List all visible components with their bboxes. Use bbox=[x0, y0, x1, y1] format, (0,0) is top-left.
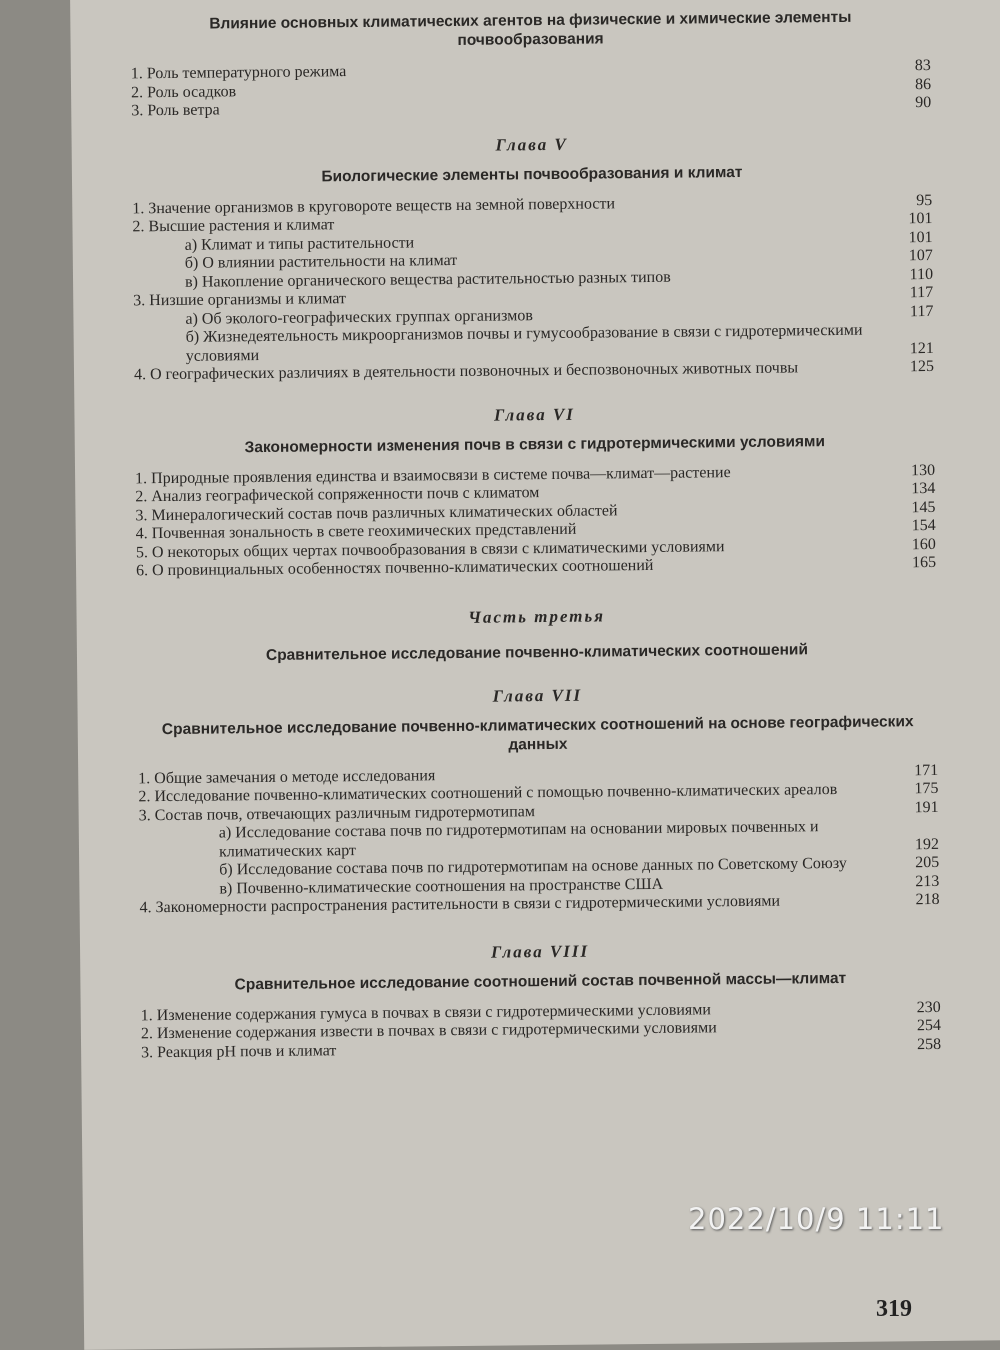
toc-entry: 2. Роль осадков 86 bbox=[130, 75, 932, 101]
toc-entry-list bbox=[135, 461, 936, 580]
toc-entry: 2. Высшие растения и климат 101 bbox=[132, 209, 933, 236]
toc-entry: а) Исследование состава почв по гидротермотипам на основании мировых почвенных и климатических карт 192 bbox=[218, 818, 940, 860]
toc-entry: а) Климат и типы растительности 101 bbox=[184, 228, 933, 254]
photo-timestamp: 2022/10/9 11:11 bbox=[688, 1202, 945, 1236]
toc-entry-list bbox=[131, 57, 932, 121]
page-number: 319 bbox=[876, 1296, 912, 1322]
chapter-heading: Глава VII bbox=[492, 685, 583, 706]
book-page bbox=[70, 0, 1000, 1350]
toc-entry: 3. Низшие организмы и климат 117 bbox=[133, 283, 934, 310]
toc-entry: 5. О некоторых общих чертах почвообразования в связи с климатическими условиями 160 bbox=[135, 535, 936, 561]
chapter-title: Биологические элементы почвообразования и климат bbox=[321, 163, 743, 185]
toc-entry: 1. Изменение содержания гумуса в почвах в связи с гидротермическими условиями 230 bbox=[140, 998, 941, 1024]
toc-entry: 3. Состав почв, отвечающих различным гидротермотипам 191 bbox=[138, 798, 939, 824]
toc-entry: 1. Природные проявления единства и взаимосвязи в системе почва—климат—растение 130 bbox=[135, 461, 936, 487]
part-heading: Часть третья bbox=[468, 605, 606, 627]
toc-entry: 4. О географических различиях в деятельности позвоночных и беспозвоночных животных почвы 125 bbox=[133, 357, 935, 384]
toc-entry: б) Жизнедеятельность микроорганизмов почвы и гумусообразование в связи с гидротермическими условиями 121 bbox=[185, 321, 934, 365]
chapter-heading: Глава VIII bbox=[490, 941, 590, 962]
toc-entry: 3. Реакция pH почв и климат 258 bbox=[141, 1035, 942, 1061]
toc-entry: 6. О провинциальных особенностях почвенно-климатических соотношений 165 bbox=[135, 553, 937, 580]
toc-entry: а) Об эколого-географических группах организмов 117 bbox=[185, 302, 934, 328]
table-of-contents bbox=[130, 0, 941, 1062]
toc-entry: в) Почвенно-климатические соотношения на пространстве США 213 bbox=[219, 872, 940, 897]
toc-entry: 3. Роль ветра 90 bbox=[131, 93, 932, 120]
chapter-heading: Глава VI bbox=[493, 404, 575, 425]
chapter-title: Влияние основных климатических агентов на физические и химические элементы почвообразования bbox=[209, 8, 852, 49]
toc-entry: 1. Роль температурного режима 83 bbox=[130, 56, 931, 83]
toc-entry: 2. Анализ географической сопряженности почв с климатом 134 bbox=[135, 479, 936, 506]
toc-entry: 2. Исследование почвенно-климатических соотношений с помощью почвенно-климатических ареалов 175 bbox=[138, 779, 939, 806]
chapter-heading bbox=[130, 0, 930, 5]
toc-entry: 2. Изменение содержания извести в почвах в связи с гидротермическими условиями 254 bbox=[140, 1016, 941, 1043]
toc-entry: 1. Значение организмов в круговороте веществ на земной поверхности 95 bbox=[132, 191, 933, 217]
toc-entry: б) Исследование состава почв по гидротермотипам на основе данных по Советскому Союзу 205 bbox=[219, 853, 940, 879]
chapter-title: Закономерности изменения почв в связи с гидротермическими условиями bbox=[244, 432, 826, 456]
part-title: Сравнительное исследование почвенно-климатических соотношений bbox=[265, 640, 809, 664]
toc-entry-list bbox=[138, 761, 940, 917]
toc-entry: б) О влиянии растительности на климат 107 bbox=[184, 246, 933, 272]
toc-entry: 1. Общие замечания о методе исследования 171 bbox=[138, 761, 939, 787]
toc-entry: в) Накопление органического вещества растительностью разных типов 110 bbox=[184, 265, 934, 291]
toc-entry: 3. Минералогический состав почв различных климатических областей 145 bbox=[135, 498, 936, 524]
toc-entry-list bbox=[141, 998, 942, 1062]
chapter-title: Сравнительное исследование соотношений состав почвенной массы—климат bbox=[234, 969, 847, 993]
toc-entry-list bbox=[132, 191, 934, 384]
toc-entry: 4. Почвенная зональность в свете геохимических представлений 154 bbox=[135, 516, 936, 543]
chapter-title: Сравнительное исследование почвенно-климатических соотношений на основе географических данных bbox=[161, 712, 914, 753]
toc-entry: 4. Закономерности распространения растительности в связи с гидротермическими условиями 218 bbox=[139, 890, 940, 917]
chapter-heading: Глава V bbox=[495, 134, 568, 155]
